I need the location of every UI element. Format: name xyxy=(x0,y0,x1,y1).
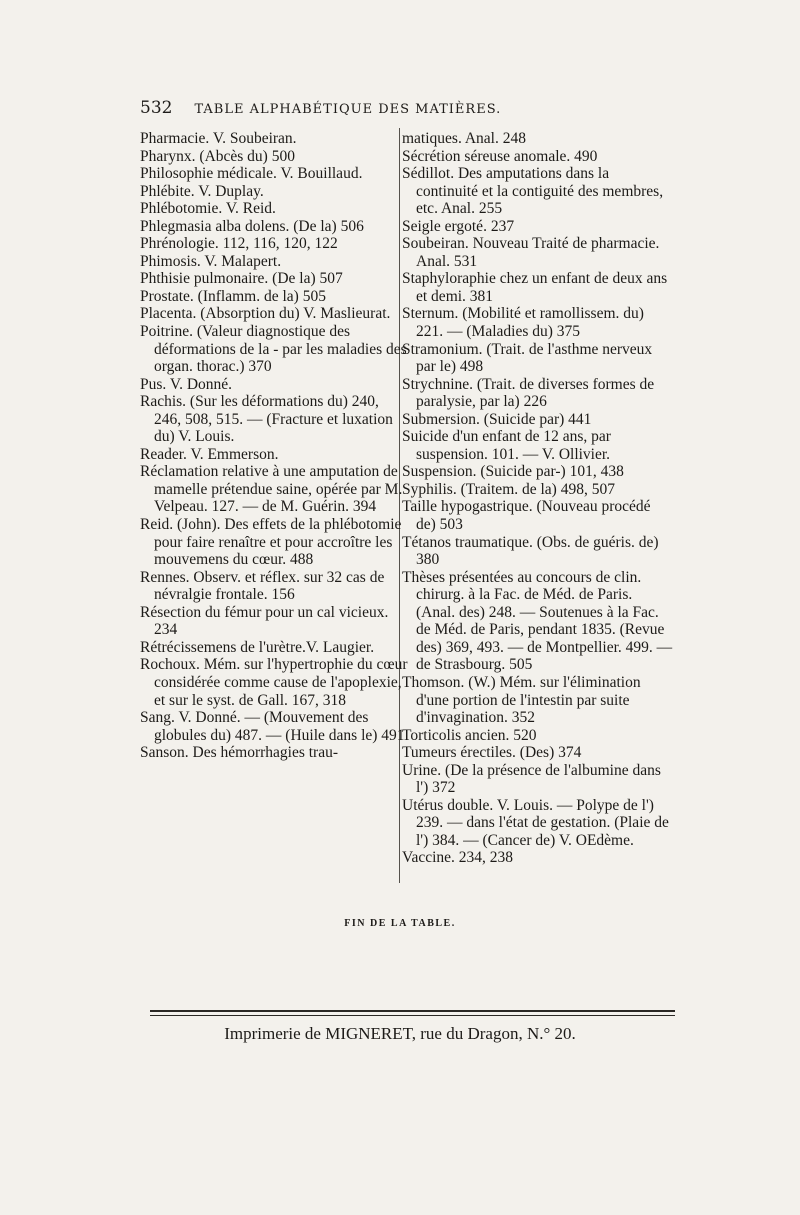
index-entry: Phlébotomie. V. Reid. xyxy=(140,200,276,218)
end-of-table-label: FIN DE LA TABLE. xyxy=(344,918,456,929)
index-entry: Pus. V. Donné. xyxy=(140,375,233,393)
index-entry: Vaccine. 234, 238 xyxy=(402,849,514,867)
index-entry: Rachis. (Sur les déformations du) 240, 246, 508, 515. — (Fracture et luxation du) V. Louis. xyxy=(140,393,393,446)
index-entry: Thèses présentées au concours de clin. chirurg. à la Fac. de Méd. de Paris. (Anal. des) 248. — Soutenues à la Fac. de Méd. de Paris, pendant 1835. (Revue des) 369, 493. — de Montpellier. 499. — de Strasbourg. 505 xyxy=(402,568,673,674)
left-column xyxy=(140,130,408,762)
index-entry: Taille hypogastrique. (Nouveau procédé de) 503 xyxy=(402,498,651,534)
index-entry: Suicide d'un enfant de 12 ans, par suspension. 101. — V. Ollivier. xyxy=(402,428,611,463)
index-entry: Réclamation relative à une amputation de mamelle prétendue saine, opérée par M. Velpeau. 127. — de M. Guérin. 394 xyxy=(140,463,403,516)
index-entry: Tumeurs érectiles. (Des) 374 xyxy=(402,744,582,762)
index-entry: Sang. V. Donné. — (Mouvement des globules du) 487. — (Huile dans le) 491 xyxy=(140,709,405,744)
running-title: TABLE ALPHABÉTIQUE DES MATIÈRES. xyxy=(194,102,502,117)
index-entry: Rétrécissemens de l'urètre.V. Laugier. xyxy=(140,638,375,656)
index-entry: Sécrétion séreuse anomale. 490 xyxy=(402,147,598,165)
printer-imprint: Imprimerie de MIGNERET, rue du Dragon, N.° 20. xyxy=(224,1024,576,1043)
index-entry: Sédillot. Des amputations dans la continuité et la contiguité des membres, etc. Anal. 255 xyxy=(402,165,664,218)
index-entry: Reid. (John). Des effets de la phlébotomie pour faire renaître et pour accroître les mouvemens du cœur. 488 xyxy=(140,516,402,569)
index-entry: Phrénologie. 112, 116, 120, 122 xyxy=(140,235,338,253)
index-entry: matiques. Anal. 248 xyxy=(402,130,526,147)
index-entry: Résection du fémur pour un cal vicieux. 234 xyxy=(140,603,389,639)
index-entry: Seigle ergoté. 237 xyxy=(402,217,515,235)
index-entry: Pharynx. (Abcès du) 500 xyxy=(140,147,295,165)
index-entry: Submersion. (Suicide par) 441 xyxy=(402,410,592,428)
index-entry: Phthisie pulmonaire. (De la) 507 xyxy=(140,270,343,288)
index-entry: Placenta. (Absorption du) V. Maslieurat. xyxy=(140,305,391,323)
index-entry: Urine. (De la présence de l'albumine dans l') 372 xyxy=(402,761,661,797)
index-entry: Strychnine. (Trait. de diverses formes de paralysie, par la) 226 xyxy=(402,375,655,411)
index-entry: Staphyloraphie chez un enfant de deux ans et demi. 381 xyxy=(402,270,668,305)
index-entry: Prostate. (Inflamm. de la) 505 xyxy=(140,287,326,305)
index-entry: Philosophie médicale. V. Bouillaud. xyxy=(140,165,363,183)
index-entry: Thomson. (W.) Mém. sur l'élimination d'une portion de l'intestin par suite d'invagination. 352 xyxy=(402,673,641,727)
index-entry: Rochoux. Mém. sur l'hypertrophie du cœur considérée comme cause de l'apoplexie, et sur le syst. de Gall. 167, 318 xyxy=(140,656,408,709)
index-entry: Poitrine. (Valeur diagnostique des déformations de la - par les maladies des organ. thorac.) 370 xyxy=(140,323,407,376)
index-entry: Torticolis ancien. 520 xyxy=(402,726,537,744)
index-entry: Utérus double. V. Louis. — Polype de l') 239. — dans l'état de gestation. (Plaie de l') 384. — (Cancer de) V. OEdème. xyxy=(402,796,669,849)
page-header xyxy=(140,98,540,118)
right-column xyxy=(402,130,674,867)
index-entry: Syphilis. (Traitem. de la) 498, 507 xyxy=(402,480,615,498)
index-entry: Pharmacie. V. Soubeiran. xyxy=(140,130,297,147)
index-entry: Rennes. Observ. et réflex. sur 32 cas de névralgie frontale. 156 xyxy=(140,568,385,604)
footer-rule-thin xyxy=(150,1015,675,1016)
index-entry: Sanson. Des hémorrhagies trau- xyxy=(140,744,339,762)
index-entry: Suspension. (Suicide par-) 101, 438 xyxy=(402,463,624,481)
index-entry: Phlegmasia alba dolens. (De la) 506 xyxy=(140,217,364,235)
index-entry: Stramonium. (Trait. de l'asthme nerveux par le) 498 xyxy=(402,340,653,376)
index-entry: Reader. V. Emmerson. xyxy=(140,445,279,463)
index-entry: Sternum. (Mobilité et ramollissem. du) 221. — (Maladies du) 375 xyxy=(402,305,644,341)
index-entry: Phlébite. V. Duplay. xyxy=(140,182,264,200)
footer-rule-thick xyxy=(150,1010,675,1012)
index-entry: Phimosis. V. Malapert. xyxy=(140,252,282,270)
page-number: 532 xyxy=(140,98,173,118)
index-entry: Soubeiran. Nouveau Traité de pharmacie. Anal. 531 xyxy=(402,235,660,270)
index-entry: Tétanos traumatique. (Obs. de guéris. de) 380 xyxy=(402,533,659,569)
